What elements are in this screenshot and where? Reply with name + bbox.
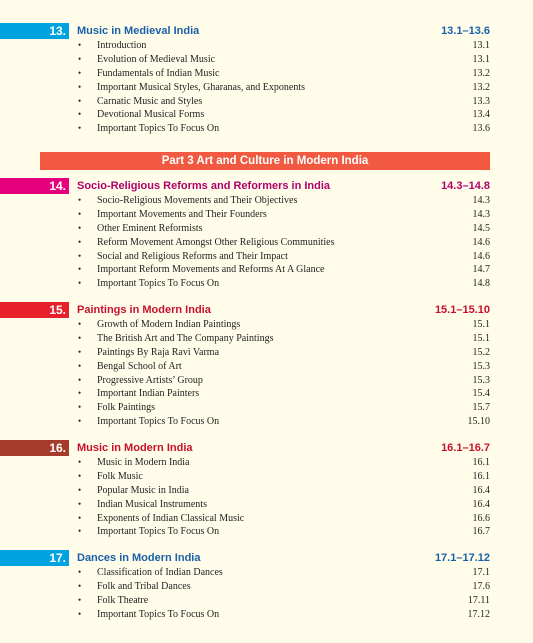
chapter-16 bbox=[0, 440, 533, 539]
entry-title: Devotional Musical Forms bbox=[97, 109, 205, 121]
chapter-page-range: 16.1–16.7 bbox=[441, 442, 490, 454]
entry-title: Folk Music bbox=[97, 470, 143, 482]
entry-title: Important Topics To Focus On bbox=[97, 526, 220, 538]
entry-title: Important Indian Painters bbox=[97, 388, 200, 400]
chapter-15 bbox=[0, 302, 533, 429]
entry-title: Exponents of Indian Classical Music bbox=[97, 512, 245, 524]
entry-title: Folk Paintings bbox=[97, 402, 156, 414]
toc-entry[interactable] bbox=[0, 360, 533, 374]
bullet: • bbox=[78, 81, 82, 92]
toc-entry[interactable] bbox=[0, 594, 533, 608]
toc-entry[interactable] bbox=[0, 401, 533, 415]
entry-page: 17.1 bbox=[472, 567, 490, 578]
toc-entry[interactable] bbox=[0, 374, 533, 388]
entry-title: Socio-Religious Movements and Their Objectives bbox=[97, 195, 298, 206]
entry-page: 14.7 bbox=[472, 264, 490, 276]
chapter-title[interactable]: Dances in Modern India bbox=[77, 552, 201, 564]
bullet: • bbox=[78, 319, 82, 329]
chapter-title[interactable]: Socio-Religious Reforms and Reformers in India bbox=[77, 180, 331, 192]
toc-entry[interactable] bbox=[0, 95, 533, 109]
entry-page: 15.10 bbox=[467, 416, 490, 428]
bullet: • bbox=[78, 332, 82, 343]
chapter-title[interactable]: Music in Medieval India bbox=[77, 25, 200, 37]
toc-entry[interactable] bbox=[0, 580, 533, 594]
toc-entry[interactable] bbox=[0, 208, 533, 222]
chapter-page-range: 13.1–13.6 bbox=[441, 25, 490, 37]
entry-page: 14.3 bbox=[472, 208, 490, 220]
entry-title: Growth of Modern Indian Paintings bbox=[97, 319, 241, 330]
bullet: • bbox=[78, 388, 82, 399]
chapter-number-bar: 16. bbox=[0, 440, 69, 456]
toc-entry[interactable] bbox=[0, 250, 533, 264]
toc-entry[interactable] bbox=[0, 332, 533, 346]
toc-entry[interactable] bbox=[0, 39, 533, 53]
bullet: • bbox=[78, 222, 82, 233]
bullet: • bbox=[78, 95, 82, 106]
bullet: • bbox=[78, 457, 82, 467]
chapter-header bbox=[0, 440, 533, 456]
entry-title: Important Topics To Focus On bbox=[97, 278, 220, 290]
toc-entry[interactable] bbox=[0, 525, 533, 539]
toc-entry[interactable] bbox=[0, 222, 533, 236]
entry-title: Classification of Indian Dances bbox=[97, 567, 223, 578]
bullet: • bbox=[78, 109, 82, 120]
entry-title: Carnatic Music and Styles bbox=[97, 95, 203, 107]
bullet: • bbox=[78, 40, 82, 50]
bullet: • bbox=[78, 374, 82, 385]
chapter-number-bar: 13. bbox=[0, 23, 69, 39]
toc-entry[interactable] bbox=[0, 346, 533, 360]
toc-entry[interactable] bbox=[0, 387, 533, 401]
entry-title: Progressive Artists’ Group bbox=[97, 374, 203, 386]
entry-title: Other Eminent Reformists bbox=[97, 222, 203, 234]
entry-page: 15.3 bbox=[472, 360, 490, 372]
entry-page: 15.3 bbox=[472, 374, 490, 386]
toc-entry[interactable] bbox=[0, 122, 533, 136]
bullet: • bbox=[78, 580, 82, 591]
entry-page: 13.2 bbox=[472, 67, 490, 79]
entry-title: Bengal School of Art bbox=[97, 360, 182, 372]
chapter-page-range: 15.1–15.10 bbox=[434, 304, 490, 316]
entry-page: 16.4 bbox=[472, 484, 490, 496]
chapter-items bbox=[0, 456, 533, 539]
chapter-items bbox=[0, 566, 533, 622]
entry-page: 13.3 bbox=[472, 95, 490, 107]
toc-entry[interactable] bbox=[0, 484, 533, 498]
toc-entry[interactable] bbox=[0, 512, 533, 526]
part-banner: Part 3 Art and Culture in Modern India bbox=[40, 152, 490, 170]
entry-title: Evolution of Medieval Music bbox=[97, 53, 216, 65]
chapter-items bbox=[0, 194, 533, 291]
chapter-title[interactable]: Music in Modern India bbox=[77, 442, 193, 454]
entry-title: Popular Music in India bbox=[97, 484, 189, 496]
entry-title: Important Movements and Their Founders bbox=[97, 208, 267, 220]
entry-page: 13.6 bbox=[472, 123, 490, 135]
chapter-number-bar: 15. bbox=[0, 302, 69, 318]
entry-page: 14.8 bbox=[472, 278, 490, 290]
entry-title: The British Art and The Company Paintings bbox=[97, 332, 274, 344]
chapter-items bbox=[0, 318, 533, 429]
toc-entry[interactable] bbox=[0, 498, 533, 512]
bullet: • bbox=[78, 236, 82, 247]
bullet: • bbox=[78, 278, 82, 289]
entry-title: Reform Movement Amongst Other Religious Communities bbox=[97, 236, 335, 248]
toc-entry[interactable] bbox=[0, 277, 533, 291]
entry-page: 17.6 bbox=[472, 580, 490, 592]
entry-page: 14.5 bbox=[472, 222, 490, 234]
toc-entry[interactable] bbox=[0, 566, 533, 580]
toc-entry[interactable] bbox=[0, 470, 533, 484]
bullet: • bbox=[78, 498, 82, 509]
toc-entry[interactable] bbox=[0, 318, 533, 332]
entry-title: Fundamentals of Indian Music bbox=[97, 67, 220, 79]
bullet: • bbox=[78, 208, 82, 219]
chapter-items bbox=[0, 39, 533, 136]
bullet: • bbox=[78, 53, 82, 64]
bullet: • bbox=[78, 250, 82, 261]
entry-title: Indian Musical Instruments bbox=[97, 498, 207, 510]
entry-page: 16.4 bbox=[472, 498, 490, 510]
entry-title: Folk and Tribal Dances bbox=[97, 580, 191, 592]
bullet: • bbox=[78, 608, 82, 619]
chapter-14 bbox=[0, 178, 533, 291]
chapter-13 bbox=[0, 23, 533, 136]
entry-page: 14.6 bbox=[472, 250, 490, 262]
bullet: • bbox=[78, 416, 82, 427]
entry-page: 16.7 bbox=[472, 526, 490, 538]
entry-page: 15.7 bbox=[472, 402, 490, 414]
chapter-header bbox=[0, 23, 533, 39]
bullet: • bbox=[78, 346, 82, 357]
chapter-page-range: 14.3–14.8 bbox=[441, 180, 490, 192]
entry-page: 14.3 bbox=[472, 195, 490, 206]
bullet: • bbox=[78, 512, 82, 523]
toc-entry[interactable] bbox=[0, 108, 533, 122]
bullet: • bbox=[78, 567, 82, 577]
bullet: • bbox=[78, 264, 82, 275]
toc-entry[interactable] bbox=[0, 53, 533, 67]
entry-page: 13.1 bbox=[472, 53, 490, 65]
entry-page: 16.6 bbox=[472, 512, 490, 524]
entry-page: 13.1 bbox=[472, 40, 490, 51]
chapter-title[interactable]: Paintings in Modern India bbox=[77, 304, 211, 316]
bullet: • bbox=[78, 470, 82, 481]
bullet: • bbox=[78, 123, 82, 134]
toc-entry[interactable] bbox=[0, 194, 533, 208]
toc-entry[interactable] bbox=[0, 263, 533, 277]
chapter-number-bar: 17. bbox=[0, 550, 69, 566]
entry-page: 15.4 bbox=[472, 388, 490, 400]
chapter-header bbox=[0, 550, 533, 566]
entry-title: Important Topics To Focus On bbox=[97, 416, 220, 428]
toc-entry[interactable] bbox=[0, 236, 533, 250]
entry-page: 13.2 bbox=[472, 81, 490, 93]
entry-title: Paintings By Raja Ravi Varma bbox=[97, 346, 220, 358]
entry-page: 15.2 bbox=[472, 346, 490, 358]
entry-page: 16.1 bbox=[472, 457, 490, 468]
entry-title: Music in Modern India bbox=[97, 457, 190, 468]
entry-page: 15.1 bbox=[472, 319, 490, 330]
entry-title: Important Topics To Focus On bbox=[97, 608, 220, 620]
entry-page: 17.12 bbox=[467, 608, 490, 620]
chapter-header bbox=[0, 302, 533, 318]
entry-title: Introduction bbox=[97, 40, 147, 51]
entry-title: Social and Religious Reforms and Their Impact bbox=[97, 250, 288, 262]
entry-page: 16.1 bbox=[472, 470, 490, 482]
bullet: • bbox=[78, 67, 82, 78]
entry-page: 14.6 bbox=[472, 236, 490, 248]
bullet: • bbox=[78, 526, 82, 537]
bullet: • bbox=[78, 402, 82, 413]
toc-entry[interactable] bbox=[0, 415, 533, 429]
entry-title: Folk Theatre bbox=[97, 594, 149, 606]
bullet: • bbox=[78, 360, 82, 371]
toc-entry[interactable] bbox=[0, 456, 533, 470]
chapter-header bbox=[0, 178, 533, 194]
entry-title: Important Topics To Focus On bbox=[97, 123, 220, 135]
entry-page: 17.11 bbox=[467, 594, 490, 606]
entry-page: 13.4 bbox=[472, 109, 490, 121]
toc-entry[interactable] bbox=[0, 67, 533, 81]
chapter-number-bar: 14. bbox=[0, 178, 69, 194]
toc-entry[interactable] bbox=[0, 608, 533, 622]
toc-entry[interactable] bbox=[0, 81, 533, 95]
bullet: • bbox=[78, 195, 82, 205]
bullet: • bbox=[78, 484, 82, 495]
chapter-page-range: 17.1–17.12 bbox=[434, 552, 490, 564]
bullet: • bbox=[78, 594, 82, 605]
entry-title: Important Musical Styles, Gharanas, and Exponents bbox=[97, 81, 306, 93]
chapter-17 bbox=[0, 550, 533, 622]
entry-page: 15.1 bbox=[472, 332, 490, 344]
entry-title: Important Reform Movements and Reforms At A Glance bbox=[97, 264, 325, 276]
